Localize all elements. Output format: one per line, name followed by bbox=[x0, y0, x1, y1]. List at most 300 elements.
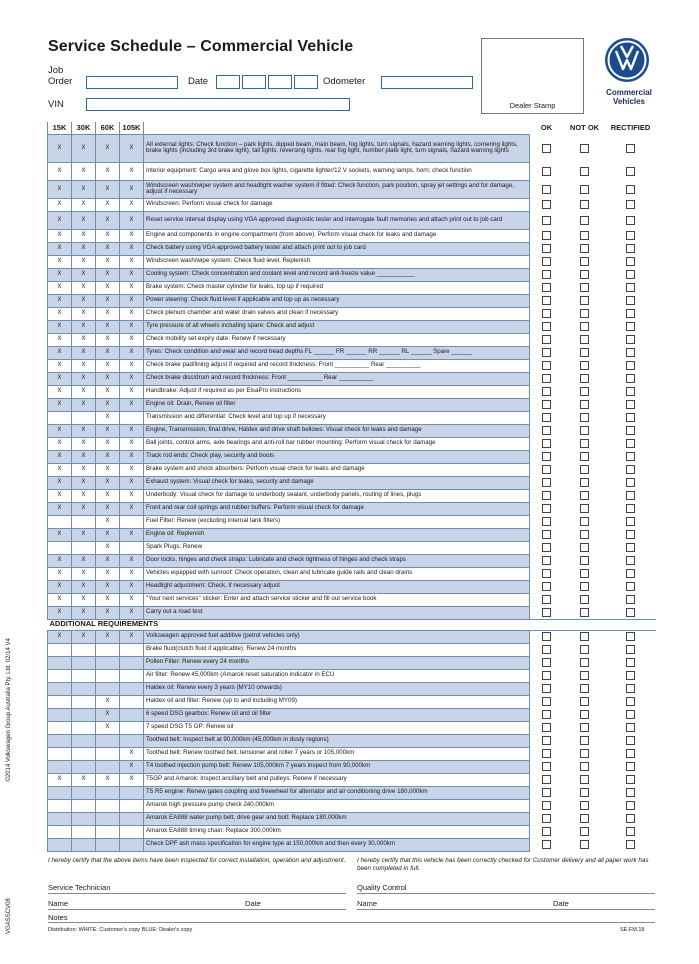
interval-mark: X bbox=[96, 630, 120, 643]
rectified-checkbox[interactable] bbox=[626, 144, 635, 153]
not-ok-checkbox[interactable] bbox=[580, 788, 589, 797]
ok-checkbox[interactable] bbox=[542, 840, 551, 849]
rectified-checkbox[interactable] bbox=[626, 200, 635, 209]
interval-mark: X bbox=[120, 198, 144, 211]
rectified-checkbox[interactable] bbox=[626, 556, 635, 565]
interval-mark: X bbox=[72, 567, 96, 580]
table-row bbox=[48, 554, 656, 567]
interval-mark: X bbox=[48, 333, 72, 346]
service-technician-title: Service Technician bbox=[48, 883, 111, 892]
rectified-checkbox[interactable] bbox=[626, 257, 635, 266]
rectified-checkbox[interactable] bbox=[626, 632, 635, 641]
not-ok-checkbox[interactable] bbox=[580, 736, 589, 745]
rectified-cell bbox=[606, 656, 656, 669]
not-ok-checkbox[interactable] bbox=[580, 465, 589, 474]
ok-checkbox[interactable] bbox=[542, 374, 551, 383]
rectified-checkbox[interactable] bbox=[626, 504, 635, 513]
task-description: Headlight adjustment: Check, if necessary adjust bbox=[144, 580, 530, 593]
col-60k: 60K bbox=[96, 122, 120, 134]
ok-checkbox[interactable] bbox=[542, 185, 551, 194]
not-ok-checkbox[interactable] bbox=[580, 200, 589, 209]
interval-mark: X bbox=[96, 255, 120, 268]
not-ok-checkbox[interactable] bbox=[580, 632, 589, 641]
rectified-cell bbox=[606, 747, 656, 760]
task-description: Haldex oil and filter: Renew (up to and including MY09) bbox=[144, 695, 530, 708]
interval-mark: X bbox=[120, 773, 144, 786]
rectified-checkbox[interactable] bbox=[626, 671, 635, 680]
odometer-label: Odometer bbox=[323, 76, 366, 87]
ok-checkbox[interactable] bbox=[542, 749, 551, 758]
qc-certification: I hereby certify that this vehicle has been correctly checked for Customer delivery and all paper work has been completed in full. bbox=[357, 857, 649, 872]
rectified-checkbox[interactable] bbox=[626, 530, 635, 539]
interval-mark bbox=[48, 643, 72, 656]
ok-checkbox[interactable] bbox=[542, 517, 551, 526]
ok-cell bbox=[530, 359, 564, 372]
not-ok-cell bbox=[564, 333, 606, 346]
task-description: Toothed belt: Renew toothed belt, tensioner and roller 7 years or 105,000km bbox=[144, 747, 530, 760]
additional-requirements-row bbox=[48, 619, 656, 630]
table-row bbox=[48, 721, 656, 734]
rectified-checkbox[interactable] bbox=[626, 775, 635, 784]
ok-checkbox[interactable] bbox=[542, 400, 551, 409]
interval-mark bbox=[72, 669, 96, 682]
table-row bbox=[48, 682, 656, 695]
ok-checkbox[interactable] bbox=[542, 762, 551, 771]
ok-checkbox[interactable] bbox=[542, 439, 551, 448]
ok-checkbox[interactable] bbox=[542, 736, 551, 745]
table-row bbox=[48, 463, 656, 476]
interval-mark: X bbox=[96, 502, 120, 515]
not-ok-checkbox[interactable] bbox=[580, 504, 589, 513]
not-ok-checkbox[interactable] bbox=[580, 426, 589, 435]
job-order-label-2: Order bbox=[48, 76, 73, 87]
rectified-checkbox[interactable] bbox=[626, 658, 635, 667]
table-row bbox=[48, 346, 656, 359]
interval-mark: X bbox=[72, 385, 96, 398]
interval-mark: X bbox=[72, 773, 96, 786]
not-ok-cell bbox=[564, 450, 606, 463]
ok-cell bbox=[530, 643, 564, 656]
ok-cell bbox=[530, 424, 564, 437]
task-description: 6 speed DSG gearbox: Renew oil and oil filter bbox=[144, 708, 530, 721]
task-description: Engine oil: Replenish bbox=[144, 528, 530, 541]
interval-mark bbox=[120, 643, 144, 656]
rectified-checkbox[interactable] bbox=[626, 788, 635, 797]
qc-name-label: Name bbox=[357, 899, 378, 908]
rectified-checkbox[interactable] bbox=[626, 762, 635, 771]
rectified-checkbox[interactable] bbox=[626, 517, 635, 526]
interval-mark bbox=[120, 812, 144, 825]
task-description: Check brake pad/lining adjust if required and record thickness: Front __________ Rear __________ bbox=[144, 359, 530, 372]
ok-checkbox[interactable] bbox=[542, 465, 551, 474]
ok-checkbox[interactable] bbox=[542, 645, 551, 654]
rectified-checkbox[interactable] bbox=[626, 582, 635, 591]
not-ok-checkbox[interactable] bbox=[580, 530, 589, 539]
task-description: Tyre pressure of all wheels including spare: Check and adjust bbox=[144, 320, 530, 333]
ok-cell bbox=[530, 211, 564, 229]
interval-mark: X bbox=[96, 554, 120, 567]
rectified-cell bbox=[606, 567, 656, 580]
interval-mark bbox=[120, 515, 144, 528]
ok-checkbox[interactable] bbox=[542, 697, 551, 706]
ok-checkbox[interactable] bbox=[542, 632, 551, 641]
table-row bbox=[48, 476, 656, 489]
rectified-checkbox[interactable] bbox=[626, 322, 635, 331]
ok-checkbox[interactable] bbox=[542, 491, 551, 500]
rectified-checkbox[interactable] bbox=[626, 736, 635, 745]
not-ok-checkbox[interactable] bbox=[580, 801, 589, 810]
interval-mark bbox=[48, 786, 72, 799]
rectified-cell bbox=[606, 162, 656, 180]
ok-checkbox[interactable] bbox=[542, 543, 551, 552]
not-ok-checkbox[interactable] bbox=[580, 387, 589, 396]
ok-checkbox[interactable] bbox=[542, 569, 551, 578]
rectified-checkbox[interactable] bbox=[626, 684, 635, 693]
interval-mark bbox=[48, 721, 72, 734]
not-ok-checkbox[interactable] bbox=[580, 413, 589, 422]
not-ok-checkbox[interactable] bbox=[580, 723, 589, 732]
rectified-checkbox[interactable] bbox=[626, 645, 635, 654]
ok-checkbox[interactable] bbox=[542, 283, 551, 292]
not-ok-checkbox[interactable] bbox=[580, 167, 589, 176]
ok-checkbox[interactable] bbox=[542, 167, 551, 176]
ok-checkbox[interactable] bbox=[542, 270, 551, 279]
not-ok-checkbox[interactable] bbox=[580, 762, 589, 771]
not-ok-checkbox[interactable] bbox=[580, 296, 589, 305]
not-ok-cell bbox=[564, 307, 606, 320]
ok-checkbox[interactable] bbox=[542, 595, 551, 604]
rectified-checkbox[interactable] bbox=[626, 283, 635, 292]
interval-mark: X bbox=[48, 554, 72, 567]
rectified-checkbox[interactable] bbox=[626, 335, 635, 344]
ok-cell bbox=[530, 463, 564, 476]
not-ok-cell bbox=[564, 134, 606, 162]
interval-mark bbox=[48, 747, 72, 760]
rectified-checkbox[interactable] bbox=[626, 569, 635, 578]
not-ok-checkbox[interactable] bbox=[580, 400, 589, 409]
not-ok-checkbox[interactable] bbox=[580, 775, 589, 784]
interval-mark bbox=[120, 838, 144, 851]
rectified-cell bbox=[606, 268, 656, 281]
ok-checkbox[interactable] bbox=[542, 582, 551, 591]
rectified-checkbox[interactable] bbox=[626, 723, 635, 732]
interval-mark: X bbox=[72, 580, 96, 593]
ok-cell bbox=[530, 593, 564, 606]
rectified-checkbox[interactable] bbox=[626, 413, 635, 422]
interval-mark bbox=[48, 825, 72, 838]
rectified-checkbox[interactable] bbox=[626, 827, 635, 836]
ok-checkbox[interactable] bbox=[542, 504, 551, 513]
rectified-checkbox[interactable] bbox=[626, 452, 635, 461]
not-ok-cell bbox=[564, 606, 606, 619]
rectified-checkbox[interactable] bbox=[626, 840, 635, 849]
not-ok-checkbox[interactable] bbox=[580, 374, 589, 383]
interval-mark bbox=[72, 515, 96, 528]
interval-mark: X bbox=[48, 198, 72, 211]
side-code: VGASSCV08 ©2014 Volkswagen Group Australia Pty. Ltd. 02/14 V4 bbox=[6, 638, 12, 934]
ok-cell bbox=[530, 255, 564, 268]
date-input[interactable] bbox=[216, 75, 320, 89]
ok-checkbox[interactable] bbox=[542, 827, 551, 836]
not-ok-checkbox[interactable] bbox=[580, 439, 589, 448]
interval-mark: X bbox=[48, 385, 72, 398]
task-description: Volkswagen approved fuel additive (petrol vehicles only) bbox=[144, 630, 530, 643]
rectified-checkbox[interactable] bbox=[626, 361, 635, 370]
ok-cell bbox=[530, 450, 564, 463]
ok-checkbox[interactable] bbox=[542, 478, 551, 487]
qc-signature-line[interactable] bbox=[357, 909, 655, 910]
rectified-cell bbox=[606, 825, 656, 838]
rectified-checkbox[interactable] bbox=[626, 465, 635, 474]
ok-cell bbox=[530, 198, 564, 211]
not-ok-checkbox[interactable] bbox=[580, 257, 589, 266]
not-ok-cell bbox=[564, 838, 606, 851]
interval-mark bbox=[96, 656, 120, 669]
not-ok-checkbox[interactable] bbox=[580, 283, 589, 292]
vin-label: VIN bbox=[48, 99, 64, 110]
rectified-cell bbox=[606, 424, 656, 437]
ok-checkbox[interactable] bbox=[542, 361, 551, 370]
interval-mark: X bbox=[72, 307, 96, 320]
col-15k: 15K bbox=[48, 122, 72, 134]
rectified-checkbox[interactable] bbox=[626, 801, 635, 810]
ok-checkbox[interactable] bbox=[542, 413, 551, 422]
table-row bbox=[48, 695, 656, 708]
rectified-cell bbox=[606, 643, 656, 656]
interval-mark: X bbox=[120, 528, 144, 541]
rectified-checkbox[interactable] bbox=[626, 814, 635, 823]
ok-checkbox[interactable] bbox=[542, 452, 551, 461]
interval-mark: X bbox=[120, 268, 144, 281]
ok-checkbox[interactable] bbox=[542, 426, 551, 435]
not-ok-checkbox[interactable] bbox=[580, 452, 589, 461]
rectified-checkbox[interactable] bbox=[626, 185, 635, 194]
interval-mark: X bbox=[72, 294, 96, 307]
ok-checkbox[interactable] bbox=[542, 200, 551, 209]
not-ok-checkbox[interactable] bbox=[580, 231, 589, 240]
interval-mark: X bbox=[96, 320, 120, 333]
ok-checkbox[interactable] bbox=[542, 231, 551, 240]
not-ok-checkbox[interactable] bbox=[580, 185, 589, 194]
ok-checkbox[interactable] bbox=[542, 671, 551, 680]
rectified-checkbox[interactable] bbox=[626, 387, 635, 396]
ok-checkbox[interactable] bbox=[542, 144, 551, 153]
not-ok-checkbox[interactable] bbox=[580, 645, 589, 654]
interval-mark: X bbox=[72, 180, 96, 198]
ok-checkbox[interactable] bbox=[542, 801, 551, 810]
not-ok-checkbox[interactable] bbox=[580, 684, 589, 693]
table-row bbox=[48, 825, 656, 838]
vin-input[interactable] bbox=[86, 98, 350, 111]
rectified-checkbox[interactable] bbox=[626, 491, 635, 500]
not-ok-cell bbox=[564, 593, 606, 606]
interval-mark: X bbox=[72, 359, 96, 372]
interval-mark: X bbox=[72, 528, 96, 541]
interval-mark: X bbox=[48, 398, 72, 411]
rectified-checkbox[interactable] bbox=[626, 216, 635, 225]
rectified-checkbox[interactable] bbox=[626, 595, 635, 604]
not-ok-cell bbox=[564, 489, 606, 502]
table-row bbox=[48, 281, 656, 294]
interval-mark: X bbox=[72, 346, 96, 359]
not-ok-checkbox[interactable] bbox=[580, 216, 589, 225]
ok-cell bbox=[530, 669, 564, 682]
interval-mark: X bbox=[72, 255, 96, 268]
ok-checkbox[interactable] bbox=[542, 335, 551, 344]
rectified-checkbox[interactable] bbox=[626, 296, 635, 305]
not-ok-checkbox[interactable] bbox=[580, 517, 589, 526]
not-ok-checkbox[interactable] bbox=[580, 697, 589, 706]
rectified-checkbox[interactable] bbox=[626, 710, 635, 719]
ok-checkbox[interactable] bbox=[542, 387, 551, 396]
not-ok-checkbox[interactable] bbox=[580, 270, 589, 279]
dealer-stamp-box bbox=[481, 38, 584, 114]
ok-checkbox[interactable] bbox=[542, 257, 551, 266]
notes-line[interactable] bbox=[48, 922, 655, 923]
ok-checkbox[interactable] bbox=[542, 296, 551, 305]
interval-mark: X bbox=[48, 450, 72, 463]
not-ok-cell bbox=[564, 695, 606, 708]
not-ok-checkbox[interactable] bbox=[580, 671, 589, 680]
rectified-checkbox[interactable] bbox=[626, 426, 635, 435]
rectified-checkbox[interactable] bbox=[626, 244, 635, 253]
not-ok-checkbox[interactable] bbox=[580, 491, 589, 500]
not-ok-checkbox[interactable] bbox=[580, 827, 589, 836]
not-ok-checkbox[interactable] bbox=[580, 658, 589, 667]
not-ok-checkbox[interactable] bbox=[580, 309, 589, 318]
rectified-checkbox[interactable] bbox=[626, 167, 635, 176]
not-ok-checkbox[interactable] bbox=[580, 608, 589, 617]
not-ok-cell bbox=[564, 502, 606, 515]
not-ok-checkbox[interactable] bbox=[580, 840, 589, 849]
rectified-checkbox[interactable] bbox=[626, 608, 635, 617]
rectified-cell bbox=[606, 489, 656, 502]
interval-mark bbox=[96, 682, 120, 695]
interval-mark: X bbox=[120, 162, 144, 180]
not-ok-checkbox[interactable] bbox=[580, 582, 589, 591]
task-description: Engine, Transmission, final drive, Haldex and drive shaft bellows: Visual check for leaks and damage bbox=[144, 424, 530, 437]
job-order-input[interactable] bbox=[86, 76, 178, 89]
task-description: Handbrake: Adjust if required as per ElsaPro instructions bbox=[144, 385, 530, 398]
interval-mark: X bbox=[48, 476, 72, 489]
not-ok-checkbox[interactable] bbox=[580, 814, 589, 823]
not-ok-checkbox[interactable] bbox=[580, 710, 589, 719]
interval-mark: X bbox=[72, 450, 96, 463]
ok-checkbox[interactable] bbox=[542, 788, 551, 797]
not-ok-checkbox[interactable] bbox=[580, 335, 589, 344]
interval-mark: X bbox=[96, 134, 120, 162]
ok-checkbox[interactable] bbox=[542, 556, 551, 565]
rectified-cell bbox=[606, 630, 656, 643]
interval-mark bbox=[72, 682, 96, 695]
ok-checkbox[interactable] bbox=[542, 322, 551, 331]
not-ok-checkbox[interactable] bbox=[580, 569, 589, 578]
interval-mark: X bbox=[120, 180, 144, 198]
ok-checkbox[interactable] bbox=[542, 530, 551, 539]
rectified-checkbox[interactable] bbox=[626, 348, 635, 357]
ok-checkbox[interactable] bbox=[542, 348, 551, 357]
interval-mark: X bbox=[48, 630, 72, 643]
ok-checkbox[interactable] bbox=[542, 608, 551, 617]
not-ok-checkbox[interactable] bbox=[580, 244, 589, 253]
rectified-cell bbox=[606, 255, 656, 268]
not-ok-cell bbox=[564, 198, 606, 211]
rectified-checkbox[interactable] bbox=[626, 749, 635, 758]
rectified-cell bbox=[606, 346, 656, 359]
ok-checkbox[interactable] bbox=[542, 244, 551, 253]
interval-mark bbox=[120, 708, 144, 721]
interval-mark: X bbox=[48, 606, 72, 619]
not-ok-cell bbox=[564, 682, 606, 695]
table-row bbox=[48, 593, 656, 606]
additional-requirements-heading: ADDITIONAL REQUIREMENTS bbox=[48, 619, 656, 630]
interval-mark: X bbox=[96, 541, 120, 554]
rectified-cell bbox=[606, 211, 656, 229]
col-ok: OK bbox=[540, 122, 553, 132]
not-ok-checkbox[interactable] bbox=[580, 556, 589, 565]
not-ok-cell bbox=[564, 773, 606, 786]
table-row bbox=[48, 180, 656, 198]
not-ok-cell bbox=[564, 320, 606, 333]
rectified-checkbox[interactable] bbox=[626, 270, 635, 279]
interval-mark bbox=[48, 799, 72, 812]
not-ok-cell bbox=[564, 359, 606, 372]
rectified-cell bbox=[606, 682, 656, 695]
rectified-checkbox[interactable] bbox=[626, 439, 635, 448]
not-ok-cell bbox=[564, 760, 606, 773]
interval-mark: X bbox=[96, 307, 120, 320]
ok-checkbox[interactable] bbox=[542, 723, 551, 732]
ok-checkbox[interactable] bbox=[542, 684, 551, 693]
technician-signature-line[interactable] bbox=[48, 909, 346, 910]
not-ok-checkbox[interactable] bbox=[580, 543, 589, 552]
rectified-checkbox[interactable] bbox=[626, 400, 635, 409]
ok-checkbox[interactable] bbox=[542, 710, 551, 719]
ok-cell bbox=[530, 760, 564, 773]
ok-checkbox[interactable] bbox=[542, 775, 551, 784]
not-ok-checkbox[interactable] bbox=[580, 749, 589, 758]
ok-checkbox[interactable] bbox=[542, 814, 551, 823]
rectified-checkbox[interactable] bbox=[626, 309, 635, 318]
table-row bbox=[48, 242, 656, 255]
task-description: Fuel Filter: Renew (excluding internal tank filters) bbox=[144, 515, 530, 528]
interval-mark: X bbox=[48, 294, 72, 307]
ok-checkbox[interactable] bbox=[542, 658, 551, 667]
ok-checkbox[interactable] bbox=[542, 216, 551, 225]
interval-mark bbox=[72, 812, 96, 825]
interval-mark: X bbox=[120, 255, 144, 268]
not-ok-checkbox[interactable] bbox=[580, 144, 589, 153]
not-ok-checkbox[interactable] bbox=[580, 478, 589, 487]
not-ok-checkbox[interactable] bbox=[580, 595, 589, 604]
not-ok-cell bbox=[564, 567, 606, 580]
technician-name-label: Name bbox=[48, 899, 69, 908]
rectified-checkbox[interactable] bbox=[626, 478, 635, 487]
rectified-checkbox[interactable] bbox=[626, 543, 635, 552]
table-row bbox=[48, 580, 656, 593]
ok-cell bbox=[530, 242, 564, 255]
not-ok-checkbox[interactable] bbox=[580, 348, 589, 357]
rectified-checkbox[interactable] bbox=[626, 697, 635, 706]
rectified-checkbox[interactable] bbox=[626, 231, 635, 240]
ok-checkbox[interactable] bbox=[542, 309, 551, 318]
interval-mark bbox=[96, 786, 120, 799]
odometer-input[interactable] bbox=[381, 76, 473, 89]
interval-mark: X bbox=[120, 476, 144, 489]
not-ok-checkbox[interactable] bbox=[580, 322, 589, 331]
rectified-checkbox[interactable] bbox=[626, 374, 635, 383]
not-ok-checkbox[interactable] bbox=[580, 361, 589, 370]
